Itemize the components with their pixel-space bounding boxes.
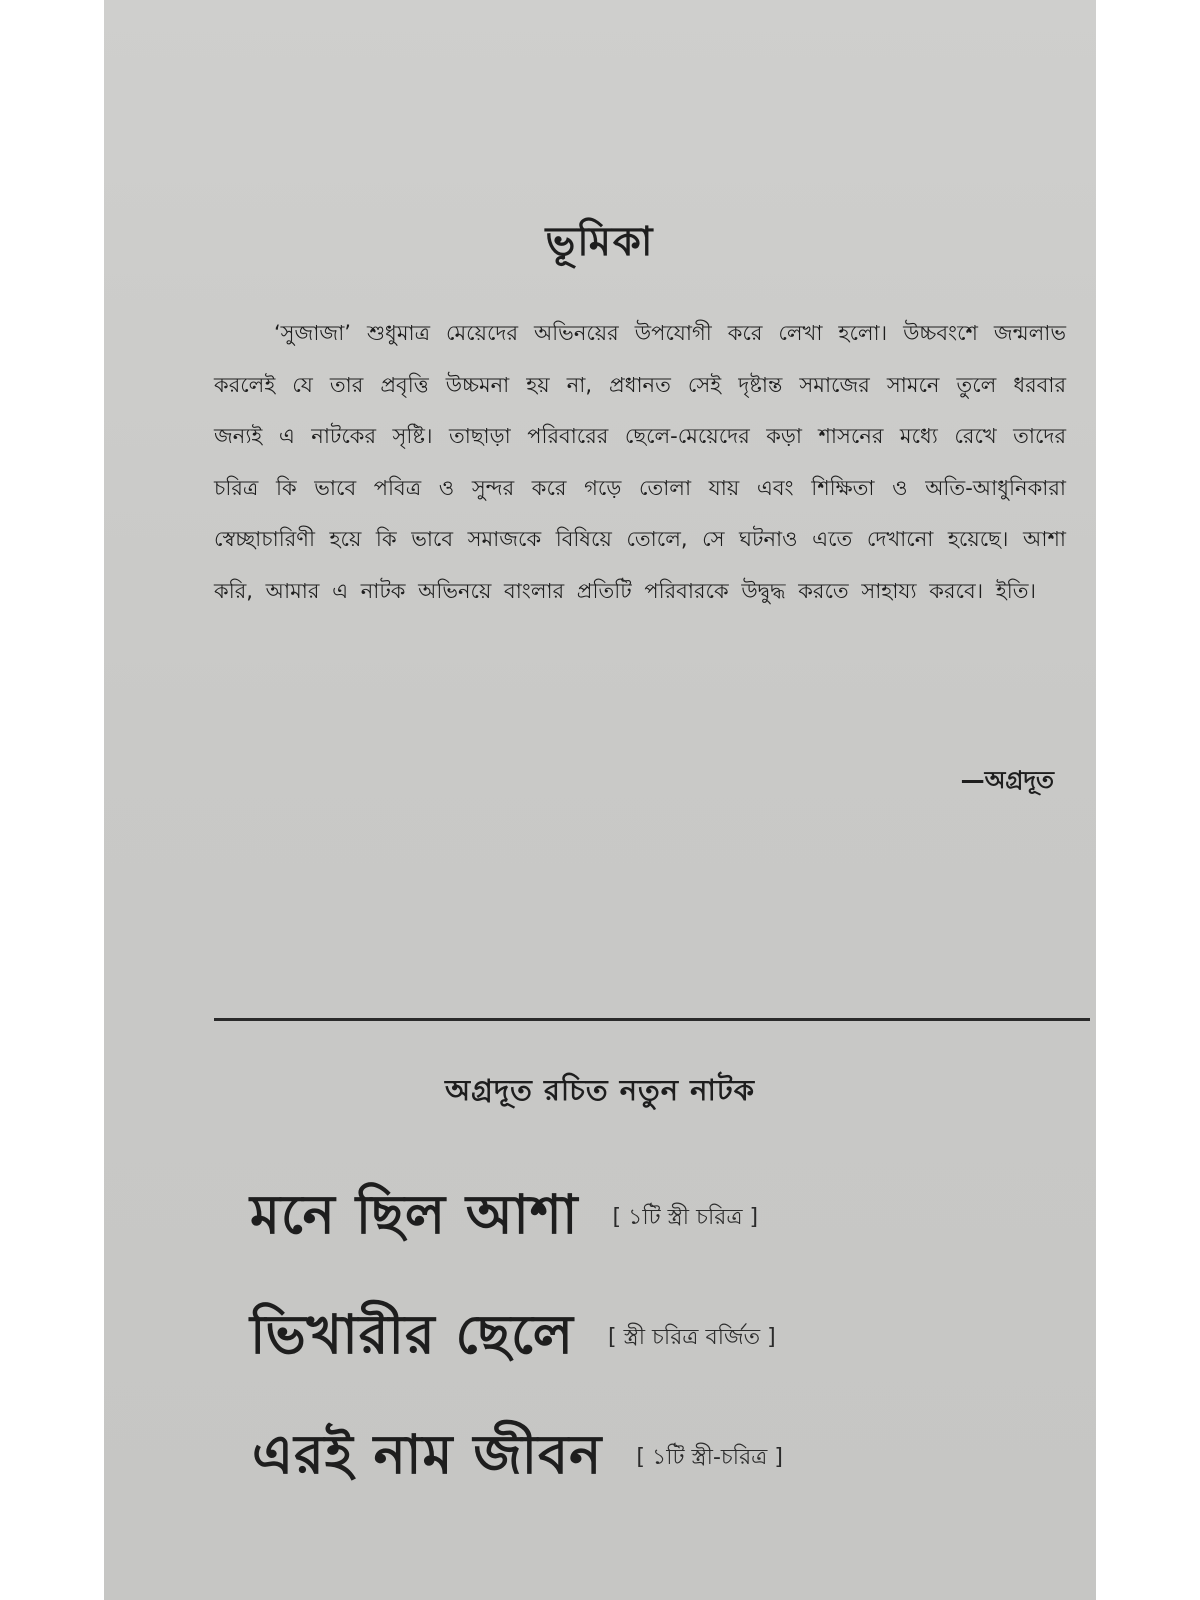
- play-list: [250, 1158, 1050, 1518]
- new-plays-heading: অগ্রদূত রচিত নতুন নাটক: [445, 1073, 755, 1107]
- play-cast-note: [ স্ত্রী চরিত্র বর্জিত ]: [608, 1324, 776, 1350]
- play-cast-note: [ ১টি স্ত্রী-চরিত্র ]: [636, 1444, 783, 1470]
- author-signature: —অগ্রদূত: [960, 766, 1054, 794]
- list-item: [252, 1398, 1050, 1518]
- page-title: ভূমিকা: [545, 219, 655, 265]
- preface-body: [214, 308, 1066, 617]
- play-title: মনে ছিল আশা: [250, 1183, 579, 1246]
- book-page: [104, 0, 1096, 1600]
- list-item: [250, 1158, 1050, 1278]
- preface-paragraph: ‘সুজাজা’ শুধুমাত্র মেয়েদের অভিনয়ের উপযোগী করে লেখা হলো। উচ্চবংশে জন্মলাভ করলেই যে তার প্রবৃত্তি উচ্চমনা হয় না, প্রধানত সেই দৃষ্টান্ত সমাজের সামনে তুলে ধরবার জন্যই এ নাটকের সৃষ্টি। তাছাড়া পরিবারের ছেলে-মেয়েদের কড়া শাসনের মধ্যে রেখে তাদের চরিত্র কি ভাবে পবিত্র ও সুন্দর করে গড়ে তোলা যায় এবং শিক্ষিতা ও অতি-আধুনিকারা স্বেচ্ছাচারিণী হয়ে কি ভাবে সমাজকে বিষিয়ে তোলে, সে ঘটনাও এতে দেখানো হয়েছে। আশা করি, আমার এ নাটক অভিনয়ে বাংলার প্রতিটি পরিবারকে উদ্বুদ্ধ করতে সাহায্য করবে। ইতি।: [214, 321, 1066, 603]
- play-cast-note: [ ১টি স্ত্রী চরিত্র ]: [612, 1204, 759, 1230]
- play-title: এরই নাম জীবন: [252, 1423, 603, 1486]
- section-divider: [214, 1018, 1090, 1021]
- list-item: [250, 1278, 1050, 1398]
- play-title: ভিখারীর ছেলে: [250, 1303, 575, 1366]
